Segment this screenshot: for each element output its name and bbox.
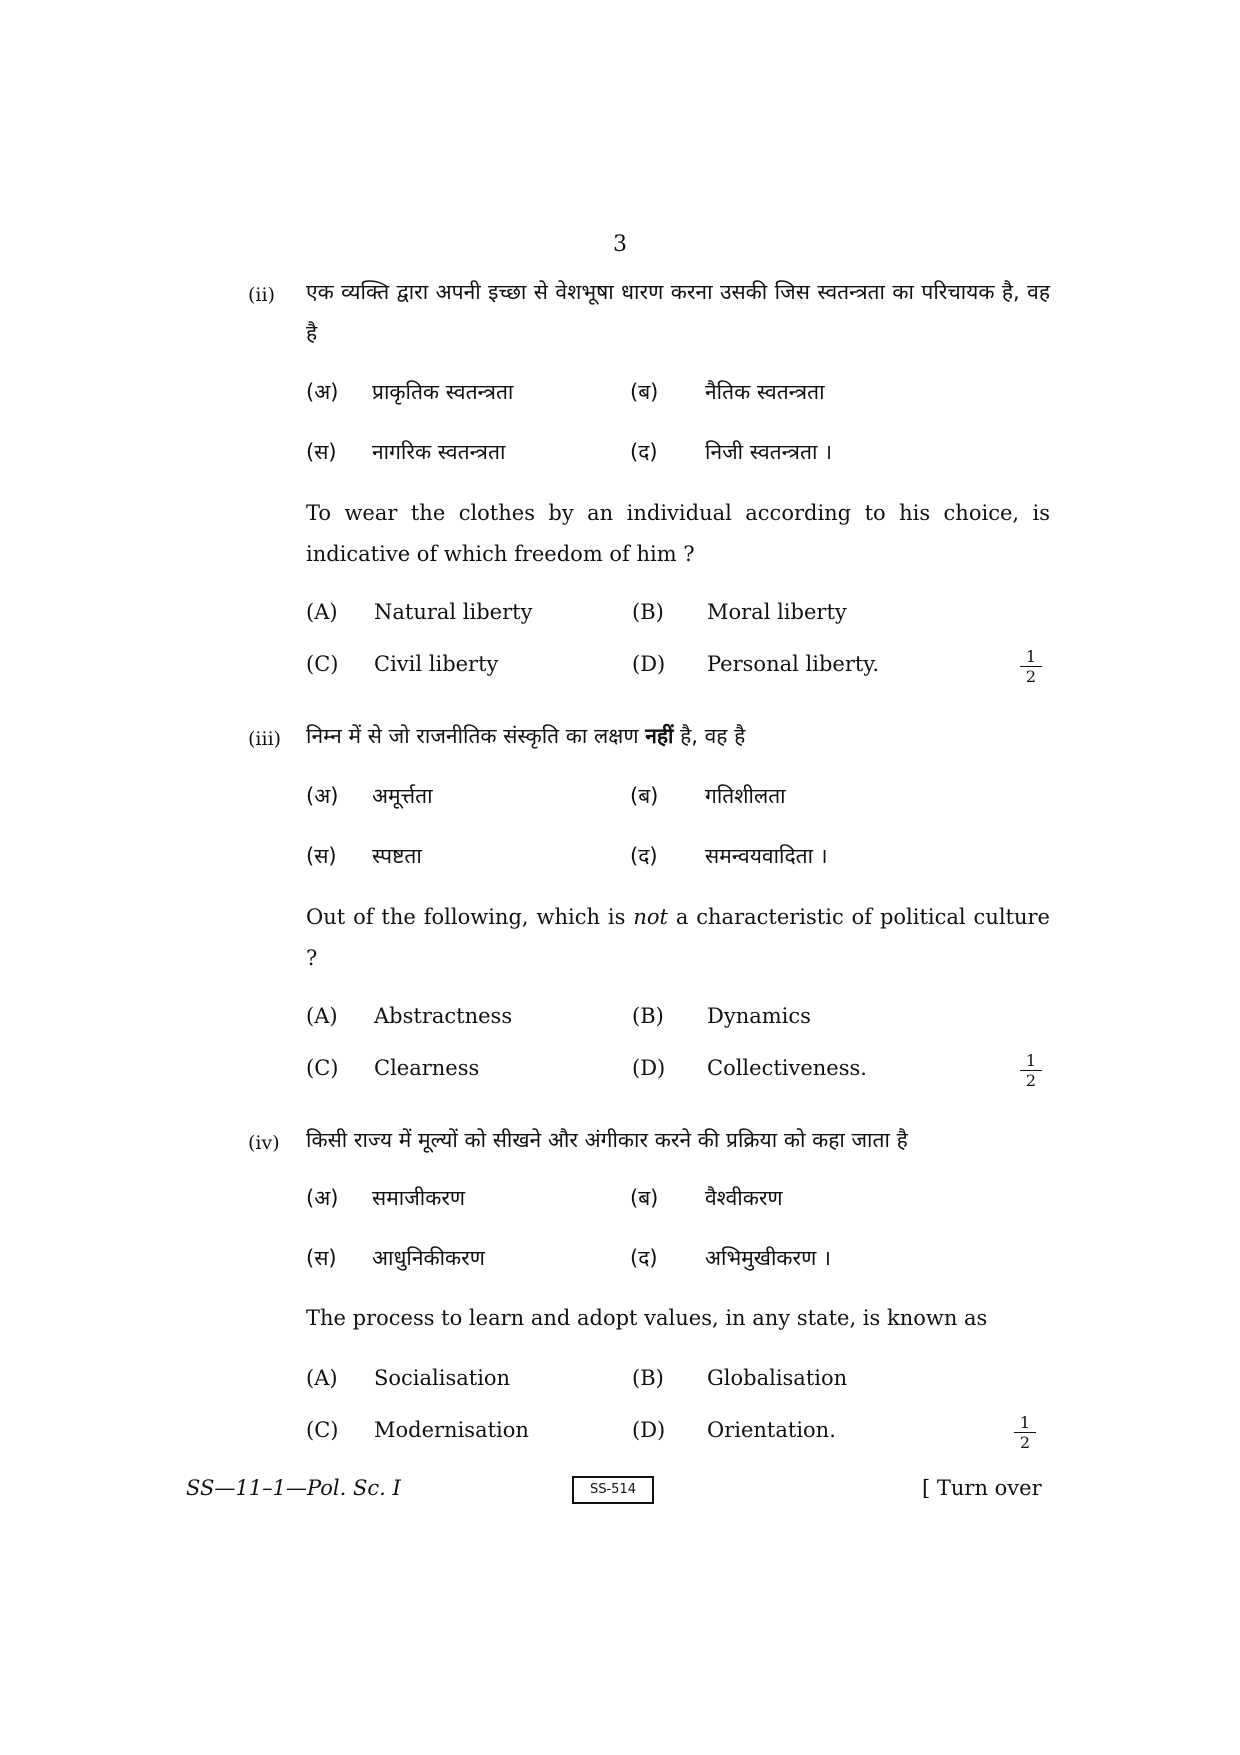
option-text: अमूर्त्तता xyxy=(372,784,433,808)
marks-denominator: 2 xyxy=(1019,1433,1031,1452)
marks-half xyxy=(1020,1052,1042,1089)
option-label: (C) xyxy=(306,1418,339,1442)
option-text: गतिशीलता xyxy=(705,784,786,808)
option-text: स्पष्टता xyxy=(372,844,422,868)
option-text: Dynamics xyxy=(707,1004,811,1028)
marks-denominator: 2 xyxy=(1025,667,1037,686)
option-text: Socialisation xyxy=(374,1366,511,1390)
option-text: अभिमुखीकरण । xyxy=(705,1246,831,1270)
option-label: (द) xyxy=(630,844,658,868)
option-label: (अ) xyxy=(306,784,339,808)
paper-code-footer: SS—11–1—Pol. Sc. I xyxy=(186,1476,401,1500)
option-label: (स) xyxy=(306,1246,337,1270)
option-label: (अ) xyxy=(306,1186,339,1210)
option-text: Modernisation xyxy=(374,1418,529,1442)
option-text: Natural liberty xyxy=(374,600,533,624)
option-label: (ब) xyxy=(630,380,659,404)
option-text: समाजीकरण xyxy=(372,1186,466,1210)
option-label: (D) xyxy=(632,1418,666,1442)
series-code-box: SS-514 xyxy=(572,1476,654,1504)
stem-emphasis: नहीं xyxy=(645,724,674,748)
option-label: (D) xyxy=(632,1056,666,1080)
stem-part: a characteristic of political culture ? xyxy=(306,905,1050,970)
question-stem-english: The process to learn and adopt values, in any state, is known as xyxy=(306,1306,988,1330)
option-label: (स) xyxy=(306,844,337,868)
question-stem-english xyxy=(306,897,1050,979)
question-number: (iii) xyxy=(248,728,282,750)
option-text: Civil liberty xyxy=(374,652,499,676)
option-text: Clearness xyxy=(374,1056,480,1080)
option-text: Collectiveness. xyxy=(707,1056,867,1080)
option-label: (D) xyxy=(632,652,666,676)
marks-half xyxy=(1014,1414,1036,1451)
option-label: (ब) xyxy=(630,1186,659,1210)
option-label: (A) xyxy=(306,1004,338,1028)
question-stem-hindi: एक व्यक्ति द्वारा अपनी इच्छा से वेशभूषा धारण करना उसकी जिस स्वतन्त्रता का परिचायक है, वह है xyxy=(306,280,1050,345)
option-text: Globalisation xyxy=(707,1366,848,1390)
option-label: (अ) xyxy=(306,380,339,404)
question-number: (iv) xyxy=(248,1132,280,1154)
option-label: (द) xyxy=(630,440,658,464)
option-label: (A) xyxy=(306,600,338,624)
turn-over-note: [ Turn over xyxy=(922,1476,1042,1500)
stem-emphasis: not xyxy=(633,905,668,929)
option-text: नैतिक स्वतन्त्रता xyxy=(705,380,825,404)
marks-half xyxy=(1020,648,1042,685)
option-label: (C) xyxy=(306,652,339,676)
option-label: (स) xyxy=(306,440,337,464)
question-stem-hindi: किसी राज्य में मूल्यों को सीखने और अंगीकार करने की प्रक्रिया को कहा जाता है xyxy=(306,1128,908,1152)
option-text: समन्वयवादिता । xyxy=(705,844,828,868)
option-label: (A) xyxy=(306,1366,338,1390)
option-label: (B) xyxy=(632,1004,664,1028)
option-text: वैश्वीकरण xyxy=(705,1186,783,1210)
option-text: नागरिक स्वतन्त्रता xyxy=(372,440,506,464)
stem-part: है, वह है xyxy=(673,724,746,748)
option-label: (ब) xyxy=(630,784,659,808)
page-number: 3 xyxy=(613,232,627,257)
option-label: (B) xyxy=(632,1366,664,1390)
option-label: (C) xyxy=(306,1056,339,1080)
marks-numerator: 1 xyxy=(1020,1052,1042,1071)
marks-numerator: 1 xyxy=(1020,648,1042,667)
option-label: (द) xyxy=(630,1246,658,1270)
option-text: निजी स्वतन्त्रता । xyxy=(705,440,833,464)
option-text: प्राकृतिक स्वतन्त्रता xyxy=(372,380,514,404)
option-text: Moral liberty xyxy=(707,600,847,624)
question-stem-hindi xyxy=(306,716,1050,757)
marks-denominator: 2 xyxy=(1025,1071,1037,1090)
marks-numerator: 1 xyxy=(1014,1414,1036,1433)
option-text: Personal liberty. xyxy=(707,652,880,676)
option-text: Orientation. xyxy=(707,1418,836,1442)
stem-part: Out of the following, which is xyxy=(306,905,634,929)
question-stem-english: To wear the clothes by an individual according to his choice, is indicative of which freedom of him ? xyxy=(306,501,1050,566)
stem-part: निम्न में से जो राजनीतिक संस्कृति का लक्षण xyxy=(306,724,646,748)
option-label: (B) xyxy=(632,600,664,624)
option-text: आधुनिकीकरण xyxy=(372,1246,485,1270)
question-number: (ii) xyxy=(248,284,275,306)
option-text: Abstractness xyxy=(374,1004,513,1028)
